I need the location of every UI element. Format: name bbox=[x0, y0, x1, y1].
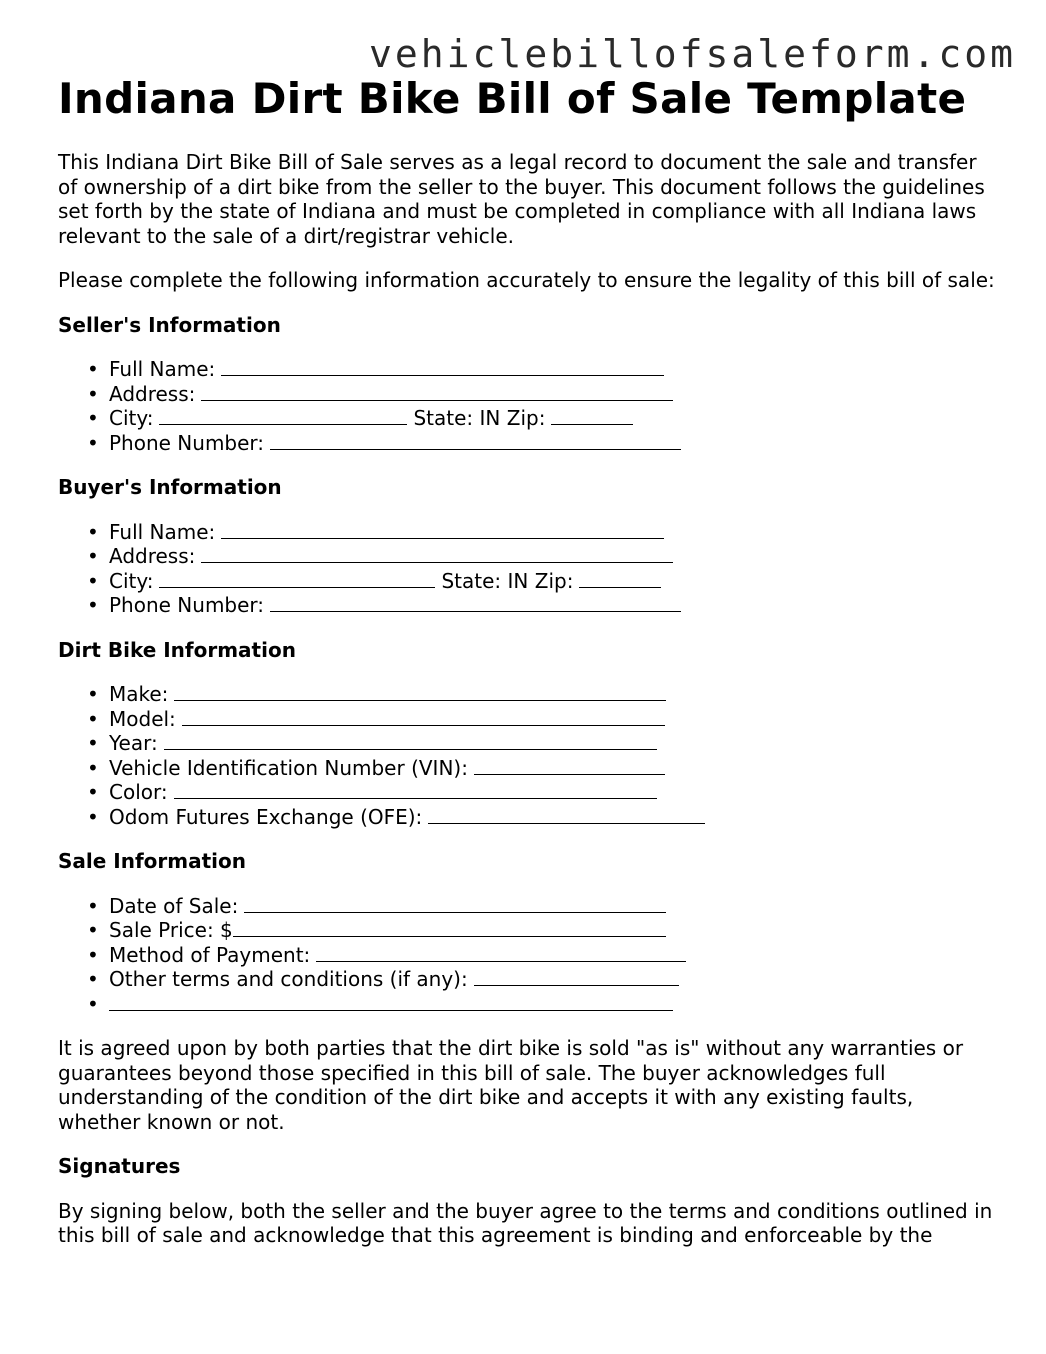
bike-ofe-field bbox=[58, 805, 998, 830]
signatures-heading: Signatures bbox=[58, 1154, 181, 1178]
bullet-icon: • bbox=[87, 519, 99, 544]
buyer-zip-blank[interactable] bbox=[579, 571, 661, 588]
bullet-icon: • bbox=[87, 918, 99, 942]
sale-date-field bbox=[58, 894, 998, 919]
intro-paragraph: This Indiana Dirt Bike Bill of Sale serves as a legal record to document the sale and transfer of ownership of a dirt bike from the seller to the buyer. This document follows the guidelines set forth by the state of Indiana and must be completed in compliance with all Indiana laws relevant to the sale of a dirt/registrar vehicle. bbox=[58, 150, 985, 248]
bullet-icon: • bbox=[87, 755, 99, 780]
bullet-icon: • bbox=[87, 780, 99, 804]
sale-price-field bbox=[58, 918, 998, 943]
seller-fields bbox=[58, 357, 998, 455]
bike-color-field bbox=[58, 780, 998, 805]
instruction-paragraph: Please complete the following information accurately to ensure the legality of this bill of sale: bbox=[58, 268, 995, 292]
bullet-icon: • bbox=[87, 406, 99, 430]
field-label: Color: bbox=[109, 780, 168, 804]
sale-terms-extra-blank[interactable] bbox=[109, 994, 673, 1011]
sale-terms-extra-field bbox=[58, 992, 998, 1017]
bullet-icon: • bbox=[87, 967, 99, 991]
field-label: Model: bbox=[109, 706, 176, 731]
field-label: Other terms and conditions (if any): bbox=[109, 967, 468, 991]
bike-year-blank[interactable] bbox=[164, 733, 657, 750]
field-label: Address: bbox=[109, 544, 196, 568]
seller-city-blank[interactable] bbox=[159, 408, 407, 425]
field-label: Date of Sale: bbox=[109, 893, 239, 918]
field-label: Year: bbox=[109, 731, 158, 755]
sale-fields bbox=[58, 894, 998, 1017]
buyer-address-field bbox=[58, 544, 998, 569]
bullet-icon: • bbox=[87, 430, 99, 455]
sale-terms-blank[interactable] bbox=[474, 969, 679, 986]
sale-payment-field bbox=[58, 943, 998, 968]
buyer-phone-blank[interactable] bbox=[270, 595, 681, 612]
field-label: City: bbox=[109, 568, 154, 593]
buyer-full-name-field bbox=[58, 520, 998, 545]
field-label: Make: bbox=[109, 682, 169, 706]
bullet-icon: • bbox=[87, 593, 99, 617]
field-label: Full Name: bbox=[109, 519, 216, 544]
seller-phone-blank[interactable] bbox=[270, 433, 681, 450]
bike-vin-blank[interactable] bbox=[474, 758, 665, 775]
buyer-city-blank[interactable] bbox=[159, 571, 435, 588]
bullet-icon: • bbox=[87, 991, 99, 1016]
bike-make-field bbox=[58, 682, 998, 707]
bike-fields bbox=[58, 682, 998, 829]
seller-zip-blank[interactable] bbox=[551, 408, 633, 425]
bullet-icon: • bbox=[87, 731, 99, 755]
seller-section-heading: Seller's Information bbox=[58, 312, 281, 337]
field-label: City: bbox=[109, 406, 154, 430]
buyer-section-heading: Buyer's Information bbox=[58, 475, 282, 499]
document-page bbox=[58, 72, 998, 1248]
sale-date-blank[interactable] bbox=[244, 896, 666, 913]
bike-color-blank[interactable] bbox=[174, 782, 657, 799]
field-label: Sale Price: $ bbox=[109, 918, 233, 942]
seller-full-name-field bbox=[58, 357, 998, 382]
bullet-icon: • bbox=[87, 893, 99, 918]
buyer-fields bbox=[58, 520, 998, 618]
document-title: Indiana Dirt Bike Bill of Sale Template bbox=[58, 74, 967, 123]
bike-make-blank[interactable] bbox=[174, 684, 666, 701]
as-is-paragraph: It is agreed upon by both parties that the dirt bike is sold "as is" without any warranties or guarantees beyond those specified in this bill of sale. The buyer acknowledges full understanding of the condition of the dirt bike and accepts it with any existing faults, whether known or not. bbox=[58, 1036, 964, 1134]
bike-year-field bbox=[58, 731, 998, 756]
buyer-full-name-blank[interactable] bbox=[221, 522, 664, 539]
seller-address-field bbox=[58, 382, 998, 407]
bullet-icon: • bbox=[87, 706, 99, 731]
field-label: State: IN Zip: bbox=[413, 406, 546, 430]
bullet-icon: • bbox=[87, 381, 99, 406]
field-label: Vehicle Identification Number (VIN): bbox=[109, 755, 468, 780]
field-label: Phone Number: bbox=[109, 593, 265, 617]
site-watermark: vehiclebillofsaleform.com bbox=[369, 32, 1016, 76]
seller-phone-field bbox=[58, 431, 998, 456]
bullet-icon: • bbox=[87, 357, 99, 381]
bike-section-heading: Dirt Bike Information bbox=[58, 637, 296, 662]
signatures-paragraph: By signing below, both the seller and the buyer agree to the terms and conditions outlined in this bill of sale and acknowledge that this agreement is binding and enforceable by the bbox=[58, 1198, 993, 1247]
field-label: Odom Futures Exchange (OFE): bbox=[109, 804, 423, 829]
bullet-icon: • bbox=[87, 804, 99, 829]
sale-price-blank[interactable] bbox=[233, 920, 666, 937]
seller-city-field bbox=[58, 406, 998, 431]
seller-full-name-blank[interactable] bbox=[221, 359, 664, 376]
bike-model-field bbox=[58, 707, 998, 732]
field-label: Method of Payment: bbox=[109, 942, 311, 967]
buyer-phone-field bbox=[58, 593, 998, 618]
sale-section-heading: Sale Information bbox=[58, 849, 246, 873]
bullet-icon: • bbox=[87, 544, 99, 568]
bullet-icon: • bbox=[87, 942, 99, 967]
field-label: Phone Number: bbox=[109, 430, 265, 455]
bike-vin-field bbox=[58, 756, 998, 781]
seller-address-blank[interactable] bbox=[201, 384, 673, 401]
field-label: Full Name: bbox=[109, 357, 216, 381]
field-label: Address: bbox=[109, 381, 196, 406]
sale-terms-field bbox=[58, 967, 998, 992]
field-label: State: IN Zip: bbox=[441, 568, 574, 593]
bike-ofe-blank[interactable] bbox=[428, 807, 705, 824]
sale-payment-blank[interactable] bbox=[316, 945, 686, 962]
buyer-city-field bbox=[58, 569, 998, 594]
bullet-icon: • bbox=[87, 568, 99, 593]
bike-model-blank[interactable] bbox=[182, 709, 665, 726]
buyer-address-blank[interactable] bbox=[201, 546, 673, 563]
bullet-icon: • bbox=[87, 682, 99, 706]
